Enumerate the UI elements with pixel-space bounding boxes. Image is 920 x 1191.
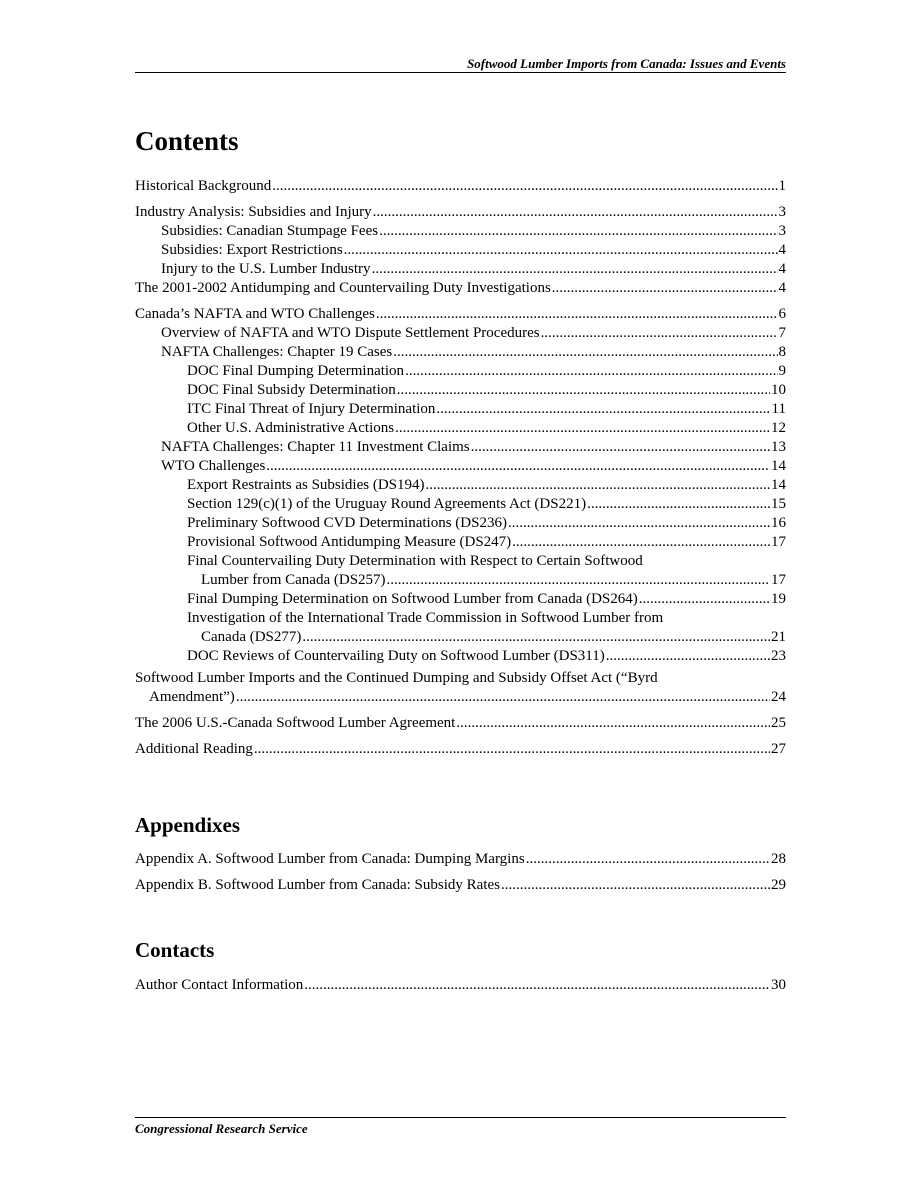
toc-page-number: 3 [778, 223, 786, 239]
dot-leader [254, 740, 770, 759]
toc-entry-label: Export Restraints as Subsidies (DS194) [187, 477, 425, 493]
toc-page-number: 27 [771, 741, 786, 757]
contents-list [135, 177, 786, 759]
dot-leader [456, 714, 770, 733]
toc-entry[interactable] [135, 260, 786, 279]
toc-entry-label: Subsidies: Export Restrictions [161, 242, 343, 258]
toc-entry[interactable] [135, 476, 786, 495]
dot-leader [372, 260, 778, 279]
toc-entry[interactable] [135, 514, 786, 533]
toc-entry[interactable] [135, 533, 786, 552]
dot-leader [587, 495, 770, 514]
dot-leader [436, 400, 770, 419]
dot-leader [272, 177, 777, 196]
toc-page-number: 13 [771, 439, 786, 455]
toc-page-number: 23 [771, 648, 786, 664]
dot-leader [266, 457, 770, 476]
toc-entry[interactable] [135, 381, 786, 400]
toc-entry-label-line1: Softwood Lumber Imports and the Continued Dumping and Subsidy Offset Act (“Byrd [135, 670, 658, 686]
toc-page-number: 17 [771, 572, 786, 588]
toc-entry-label: Appendix A. Softwood Lumber from Canada: Dumping Margins [135, 851, 525, 867]
dot-leader [387, 571, 770, 590]
dot-leader [552, 279, 778, 298]
toc-entry-label: Historical Background [135, 178, 272, 194]
toc-page-number: 15 [771, 496, 786, 512]
toc-entry[interactable] [135, 714, 786, 733]
toc-page-number: 21 [771, 629, 786, 645]
toc-page-number: 4 [778, 242, 786, 258]
dot-leader [541, 324, 778, 343]
running-footer: Congressional Research Service [135, 1121, 308, 1136]
toc-page-number: 14 [771, 477, 786, 493]
toc-page-number: 17 [771, 534, 786, 550]
toc-entry-label: Other U.S. Administrative Actions [187, 420, 395, 436]
toc-entry-label-line1: Investigation of the International Trade Commission in Softwood Lumber from [187, 610, 664, 626]
toc-entry-label: Provisional Softwood Antidumping Measure (DS247) [187, 534, 512, 550]
toc-entry[interactable] [135, 343, 786, 362]
toc-entry-label: NAFTA Challenges: Chapter 11 Investment Claims [161, 439, 470, 455]
toc-page-number: 11 [771, 401, 786, 417]
toc-entry[interactable] [135, 876, 786, 895]
toc-entry[interactable] [135, 647, 786, 666]
toc-entry[interactable] [135, 457, 786, 476]
toc-page-number: 9 [778, 363, 786, 379]
dot-leader [639, 590, 770, 609]
toc-entry[interactable] [135, 419, 786, 438]
toc-entry-label: DOC Final Dumping Determination [187, 363, 405, 379]
toc-entry[interactable] [135, 362, 786, 381]
toc-entry-label: Additional Reading [135, 741, 253, 757]
dot-leader [344, 241, 778, 260]
toc-page-number: 4 [778, 280, 786, 296]
toc-entry-label: Final Dumping Determination on Softwood Lumber from Canada (DS264) [187, 591, 638, 607]
dot-leader [236, 688, 770, 707]
dot-leader [512, 533, 770, 552]
toc-entry-label-line2: Amendment”) [149, 689, 235, 705]
appendixes-title: Appendixes [135, 813, 241, 837]
dot-leader [373, 203, 778, 222]
running-header: Softwood Lumber Imports from Canada: Issues and Events [467, 56, 786, 71]
toc-page-number: 16 [771, 515, 786, 531]
toc-page-number: 7 [778, 325, 786, 341]
toc-page-number: 14 [771, 458, 786, 474]
toc-entry[interactable] [135, 222, 786, 241]
toc-entry-label: Author Contact Information [135, 977, 304, 993]
toc-entry-label: NAFTA Challenges: Chapter 19 Cases [161, 344, 393, 360]
toc-entry[interactable] [135, 177, 786, 196]
toc-entry[interactable] [135, 241, 786, 260]
toc-entry-label: DOC Reviews of Countervailing Duty on Softwood Lumber (DS311) [187, 648, 605, 664]
toc-page-number: 28 [771, 851, 786, 867]
toc-entry-label: Overview of NAFTA and WTO Dispute Settlement Procedures [161, 325, 540, 341]
toc-entry-label: WTO Challenges [161, 458, 266, 474]
toc-entry[interactable] [135, 850, 786, 869]
toc-page-number: 19 [771, 591, 786, 607]
toc-page-number: 8 [778, 344, 786, 360]
toc-entry[interactable] [135, 438, 786, 457]
dot-leader [526, 850, 770, 869]
toc-entry[interactable] [135, 495, 786, 514]
toc-entry-label: The 2006 U.S.-Canada Softwood Lumber Agreement [135, 715, 456, 731]
dot-leader [405, 362, 777, 381]
appendixes-list [135, 850, 786, 895]
toc-entry[interactable] [135, 400, 786, 419]
dot-leader [501, 876, 770, 895]
dot-leader [304, 976, 770, 995]
toc-page-number: 6 [778, 306, 786, 322]
toc-entry-label: Industry Analysis: Subsidies and Injury [135, 204, 372, 220]
toc-entry-label: Section 129(c)(1) of the Uruguay Round Agreements Act (DS221) [187, 496, 587, 512]
toc-entry-label: DOC Final Subsidy Determination [187, 382, 396, 398]
toc-page-number: 10 [771, 382, 786, 398]
toc-entry[interactable] [135, 203, 786, 222]
toc-entry[interactable] [135, 305, 786, 324]
toc-entry[interactable] [135, 590, 786, 609]
header-rule [135, 72, 786, 73]
toc-page-number: 1 [778, 178, 786, 194]
toc-entry[interactable] [135, 609, 786, 647]
dot-leader [302, 628, 770, 647]
contacts-list [135, 976, 786, 995]
toc-page-number: 12 [771, 420, 786, 436]
toc-page-number: 3 [778, 204, 786, 220]
toc-entry-label-line2: Lumber from Canada (DS257) [201, 572, 386, 588]
toc-page-number: 25 [771, 715, 786, 731]
dot-leader [395, 419, 770, 438]
toc-entry-label: Preliminary Softwood CVD Determinations (DS236) [187, 515, 507, 531]
toc-entry[interactable] [135, 740, 786, 759]
toc-entry-label: Canada’s NAFTA and WTO Challenges [135, 306, 375, 322]
toc-entry-label-line1: Final Countervailing Duty Determination with Respect to Certain Softwood [187, 553, 643, 569]
dot-leader [379, 222, 777, 241]
toc-entry-label: The 2001-2002 Antidumping and Countervailing Duty Investigations [135, 280, 551, 296]
dot-leader [471, 438, 770, 457]
toc-entry-label-line2: Canada (DS277) [201, 629, 302, 645]
toc-page-number: 30 [771, 977, 786, 993]
toc-entry-label: ITC Final Threat of Injury Determination [187, 401, 436, 417]
dot-leader [376, 305, 778, 324]
dot-leader [606, 647, 770, 666]
toc-entry[interactable] [135, 279, 786, 298]
toc-page-number: 24 [771, 689, 786, 705]
toc-page-number: 4 [778, 261, 786, 277]
toc-entry[interactable] [135, 976, 786, 995]
toc-entry[interactable] [135, 552, 786, 590]
contents-title: Contents [135, 126, 239, 156]
contacts-title: Contacts [135, 938, 215, 962]
dot-leader [426, 476, 771, 495]
dot-leader [393, 343, 777, 362]
toc-entry-label: Subsidies: Canadian Stumpage Fees [161, 223, 379, 239]
toc-page-number: 29 [771, 877, 786, 893]
toc-entry-label: Injury to the U.S. Lumber Industry [161, 261, 371, 277]
toc-entry[interactable] [135, 669, 786, 707]
footer-rule [135, 1117, 786, 1118]
toc-entry[interactable] [135, 324, 786, 343]
toc-entry-label: Appendix B. Softwood Lumber from Canada: Subsidy Rates [135, 877, 500, 893]
dot-leader [397, 381, 770, 400]
dot-leader [508, 514, 770, 533]
